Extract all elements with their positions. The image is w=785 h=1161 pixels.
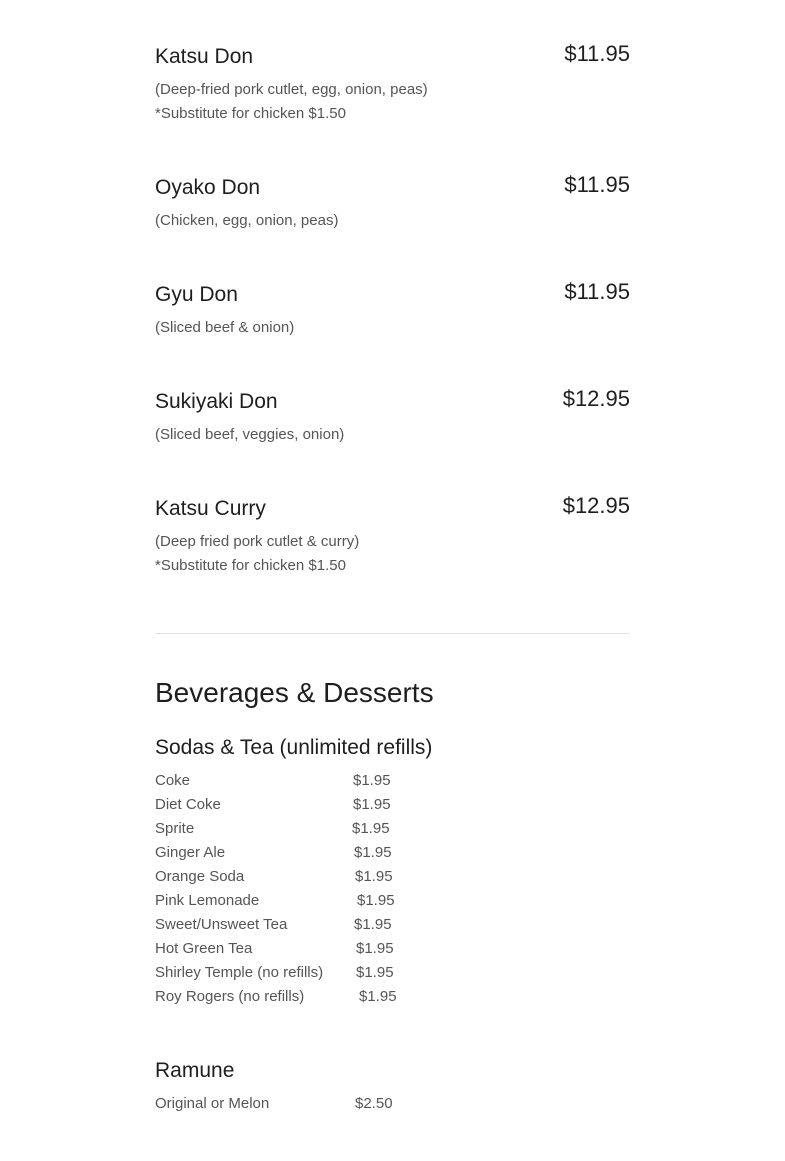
item-price: $12.95 (562, 493, 630, 518)
list-item (155, 937, 455, 961)
item-description-line: (Sliced beef, veggies, onion) (155, 426, 345, 443)
list-item (155, 793, 455, 817)
item-price: $11.95 (564, 279, 630, 304)
list-item (155, 865, 455, 889)
item-price: $11.95 (564, 172, 630, 197)
item-name: Katsu Curry (155, 497, 266, 520)
list-item (155, 985, 455, 1009)
sodas-list (155, 769, 455, 1009)
beverage-name: Orange Soda (155, 868, 245, 885)
beverage-name: Coke (155, 772, 191, 789)
item-description (155, 209, 338, 233)
beverage-name: Pink Lemonade (155, 892, 260, 909)
item-description (155, 423, 344, 447)
beverage-price: $1.95 (357, 892, 395, 909)
beverage-name: Original or Melon (155, 1095, 270, 1112)
list-item (155, 961, 455, 985)
beverage-price: $1.95 (354, 916, 392, 933)
beverage-price: $1.95 (356, 964, 394, 981)
item-description-line: (Deep fried pork cutlet & curry) (155, 533, 360, 550)
beverage-price: $1.95 (356, 940, 394, 957)
item-description-line: *Substitute for chicken $1.50 (155, 557, 346, 574)
item-price: $12.95 (562, 386, 630, 411)
item-description-line: (Chicken, egg, onion, peas) (155, 212, 339, 229)
list-item (155, 769, 455, 793)
beverage-price: $1.95 (359, 988, 397, 1005)
beverage-name: Sprite (155, 820, 195, 837)
ramune-list (155, 1092, 455, 1116)
item-description-line: (Sliced beef & onion) (155, 319, 295, 336)
section-divider (155, 633, 630, 634)
subsection-title-ramune: Ramune (155, 1059, 235, 1082)
section-title: Beverages & Desserts (155, 677, 434, 708)
beverage-name: Hot Green Tea (155, 940, 253, 957)
beverage-price: $2.50 (355, 1095, 393, 1112)
beverage-price: $1.95 (355, 868, 393, 885)
list-item (155, 889, 455, 913)
item-name: Sukiyaki Don (155, 390, 278, 413)
item-name: Katsu Don (155, 45, 254, 68)
beverage-name: Roy Rogers (no refills) (155, 988, 305, 1005)
list-item (155, 1092, 455, 1116)
subsection-title-sodas: Sodas & Tea (unlimited refills) (155, 736, 433, 759)
item-description (155, 530, 359, 578)
beverage-price: $1.95 (354, 844, 392, 861)
beverage-price: $1.95 (353, 796, 391, 813)
list-item (155, 913, 455, 937)
beverage-name: Shirley Temple (no refills) (155, 964, 324, 981)
beverage-price: $1.95 (353, 772, 391, 789)
beverage-price: $1.95 (352, 820, 390, 837)
item-description (155, 316, 294, 340)
beverage-name: Sweet/Unsweet Tea (155, 916, 288, 933)
item-description-line: (Deep-fried pork cutlet, egg, onion, peas) (155, 81, 428, 98)
item-name: Oyako Don (155, 176, 261, 199)
beverage-name: Diet Coke (155, 796, 221, 813)
beverage-name: Ginger Ale (155, 844, 226, 861)
item-description (155, 78, 428, 126)
item-name: Gyu Don (155, 283, 238, 306)
item-price: $11.95 (564, 41, 630, 66)
list-item (155, 841, 455, 865)
list-item (155, 817, 455, 841)
item-description-line: *Substitute for chicken $1.50 (155, 105, 346, 122)
